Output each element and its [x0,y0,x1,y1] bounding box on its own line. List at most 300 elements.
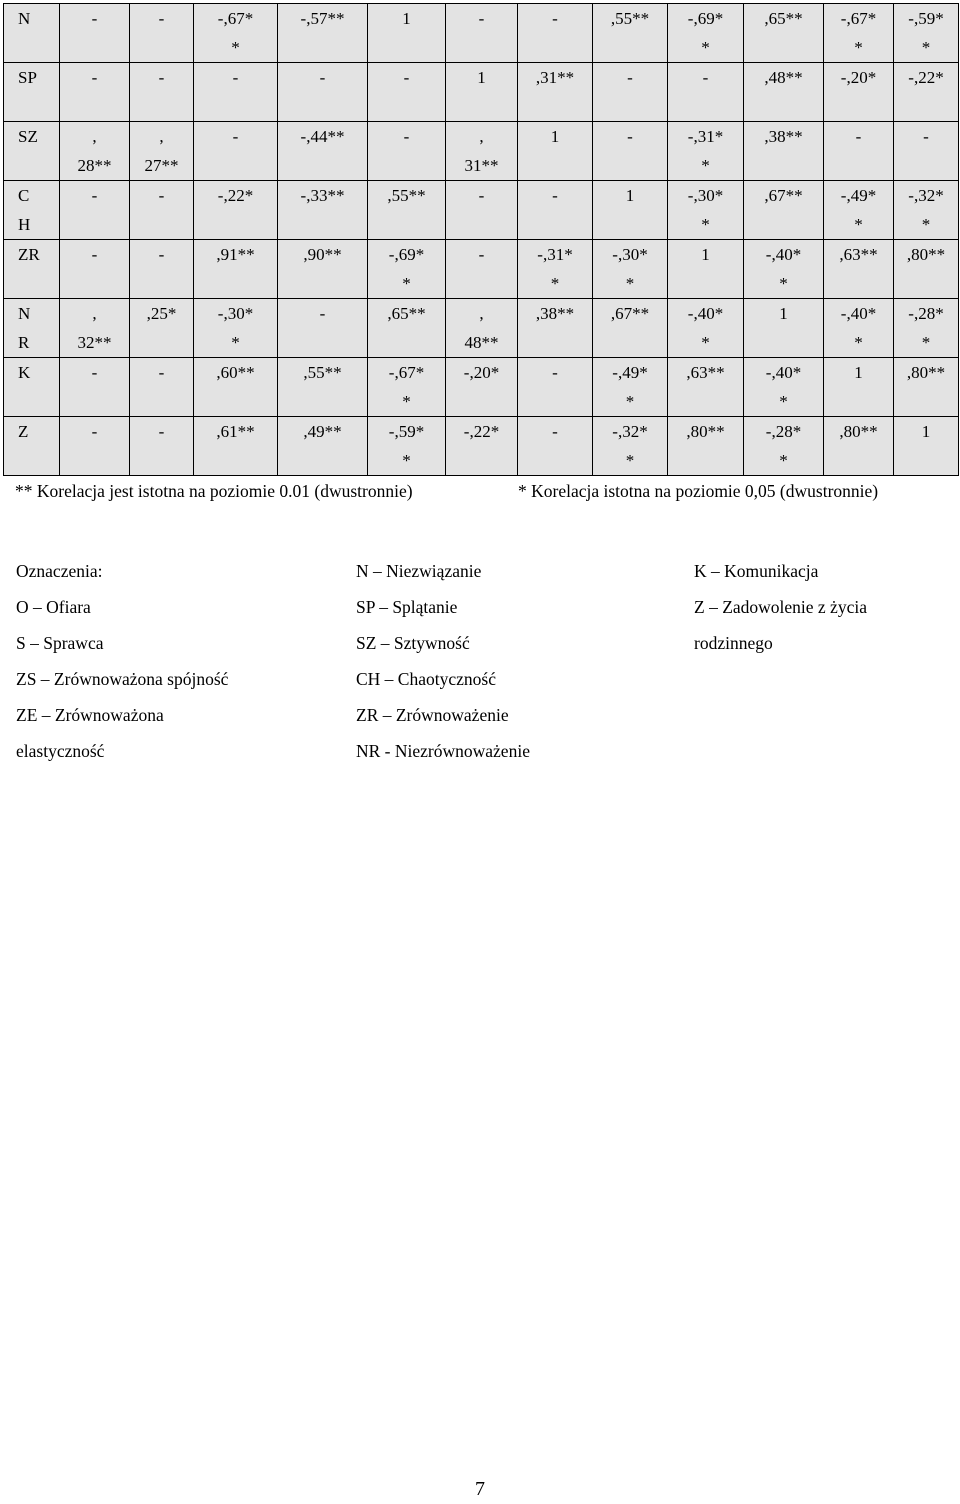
table-cell [518,358,593,417]
cell-line: - [158,422,165,441]
table-cell [518,417,593,476]
cell-line: - [91,68,98,87]
table-cell [130,122,194,181]
table-cell [824,4,894,63]
table-cell [130,358,194,417]
cell-line [130,446,193,475]
cell-line [668,269,743,298]
table-cell [894,417,959,476]
legend-item: SZ – Sztywność [356,633,470,653]
cell-line [194,387,277,416]
cell-line: * [854,215,863,234]
row-header-line: N [18,304,31,323]
table-row [4,122,959,181]
cell-line: -,40* [687,304,724,323]
cell-line [744,151,823,180]
cell-line [368,328,445,357]
cell-line: * [625,392,635,411]
table-cell [368,299,446,358]
cell-line: - [158,186,165,205]
cell-line [194,210,277,239]
cell-line [668,387,743,416]
table-cell [278,181,368,240]
legend-item: SP – Splątanie [356,597,458,617]
table-cell [668,358,744,417]
table-cell [744,181,824,240]
cell-line: -,69* [388,245,425,264]
cell-line: -,40* [765,245,802,264]
legend-item: ZR – Zrównoważenie [356,705,509,725]
cell-line: - [91,363,98,382]
cell-line [130,328,193,357]
cell-line [824,387,893,416]
cell-line: 32** [77,333,112,352]
table-cell [668,240,744,299]
cell-line [368,151,445,180]
table-cell [668,4,744,63]
table-cell [894,299,959,358]
cell-line: ,25* [146,304,177,323]
cell-line: -,59* [388,422,425,441]
table-cell [894,240,959,299]
table-cell [446,358,518,417]
legend-item: NR - Niezrównoważenie [356,741,530,761]
cell-line: ,90** [303,245,342,264]
cell-line: - [91,9,98,28]
cell-line: ,63** [839,245,878,264]
row-header-line: Z [18,422,29,441]
cell-line [744,328,823,357]
table-row [4,63,959,122]
cell-line: * [854,38,863,57]
cell-line [446,92,517,121]
table-cell [824,122,894,181]
cell-line: -,44** [300,127,345,146]
table-cell [744,240,824,299]
cell-line: -,33** [300,186,345,205]
cell-line: - [232,127,239,146]
table-cell [593,299,668,358]
row-header [4,299,60,358]
cell-line: - [158,245,165,264]
row-header [4,181,60,240]
table-cell [194,299,278,358]
cell-line: ,80** [839,422,878,441]
cell-line: * [921,38,931,57]
legend-column-1 [16,553,228,769]
cell-line: - [923,127,929,146]
cell-line: 1 [921,422,931,441]
cell-line [894,92,958,121]
cell-line: -,69* [687,9,724,28]
cell-line: - [627,68,633,87]
legend-item: N – Niezwiązanie [356,561,482,581]
cell-line [278,269,367,298]
cell-line [894,446,958,475]
table-cell [593,417,668,476]
cell-line [130,387,193,416]
legend-column-3 [694,553,867,661]
table-cell [60,122,130,181]
cell-line: ,38** [535,304,575,323]
table-cell [194,4,278,63]
cell-line [60,210,129,239]
cell-line [60,33,129,62]
table-cell [593,122,668,181]
table-cell [278,240,368,299]
cell-line: ,61** [216,422,255,441]
table-cell [194,240,278,299]
table-cell [668,299,744,358]
legend-item: CH – Chaotyczność [356,669,496,689]
table-cell [824,417,894,476]
table-cell [278,358,368,417]
cell-line: -,20* [463,363,500,382]
table-cell [446,181,518,240]
row-header-line: N [18,9,31,28]
table-row [4,181,959,240]
row-header [4,240,60,299]
cell-line [60,446,129,475]
cell-line: - [552,9,558,28]
cell-line [593,92,667,121]
table-cell [194,181,278,240]
cell-line: - [478,9,485,28]
cell-line: 27** [144,156,179,175]
cell-line [278,151,367,180]
cell-line: ,80** [686,422,725,441]
cell-line: - [158,9,165,28]
table-cell [894,4,959,63]
cell-line: - [702,68,709,87]
legend-item: S – Sprawca [16,633,104,653]
cell-line: * [231,333,240,352]
table-cell [518,4,593,63]
cell-line: , [159,127,164,146]
row-header [4,122,60,181]
cell-line: -,22* [908,68,944,87]
cell-line: -,67* [388,363,425,382]
cell-line: * [779,451,788,470]
table-cell [744,63,824,122]
row-header [4,417,60,476]
table-cell [60,240,130,299]
table-cell [130,299,194,358]
cell-line [593,210,667,239]
cell-line [368,210,445,239]
cell-line [518,151,592,180]
legend-item: ZE – Zrównoważona [16,705,164,725]
table-cell [668,417,744,476]
row-header-line: ZR [18,245,40,264]
table-cell [518,299,593,358]
cell-line: 28** [77,156,112,175]
cell-line: * [921,333,931,352]
table-cell [446,417,518,476]
cell-line: * [921,215,931,234]
legend-column-2 [356,553,530,769]
cell-line: 1 [779,304,788,323]
cell-line: * [854,333,863,352]
row-header [4,4,60,63]
cell-line: ,65** [387,304,426,323]
cell-line: ,91** [216,245,255,264]
cell-line: -,31* [537,245,573,264]
table-cell [130,240,194,299]
cell-line [194,92,277,121]
table-cell [446,4,518,63]
cell-line [593,33,667,62]
cell-line: -,28* [908,304,944,323]
cell-line [518,92,592,121]
cell-line: -,40* [765,363,802,382]
table-row [4,4,959,63]
cell-line: ,31** [535,68,575,87]
cell-line [446,446,517,475]
table-cell [194,63,278,122]
cell-line: -,30* [612,245,648,264]
cell-line [60,387,129,416]
cell-line: ,80** [906,363,946,382]
legend-item: O – Ofiara [16,597,91,617]
cell-line [130,33,193,62]
cell-line [368,92,445,121]
cell-line: -,30* [217,304,254,323]
table-cell [518,63,593,122]
cell-line: -,31* [687,127,724,146]
table-cell [824,63,894,122]
cell-line [278,33,367,62]
cell-line: - [232,68,239,87]
cell-line [894,269,958,298]
cell-line: - [403,68,410,87]
cell-line: * [625,451,635,470]
cell-line [278,328,367,357]
cell-line: * [625,274,635,293]
cell-line: , [479,304,484,323]
table-cell [446,122,518,181]
cell-line: ,67** [764,186,803,205]
row-header [4,358,60,417]
cell-line [278,387,367,416]
cell-line: * [231,38,240,57]
cell-line: 1 [854,363,863,382]
table-cell [130,63,194,122]
cell-line: - [552,422,558,441]
cell-line: ,80** [906,245,946,264]
table-cell [518,240,593,299]
significance-note-001: ** Korelacja jest istotna na poziomie 0.01 (dwustronnie) [15,481,413,501]
cell-line [518,387,592,416]
table-cell [824,181,894,240]
cell-line [130,210,193,239]
cell-line [824,269,893,298]
table-row [4,417,959,476]
table-cell [60,299,130,358]
cell-line: -,40* [840,304,877,323]
cell-line [368,33,445,62]
cell-line: 48** [464,333,499,352]
cell-line: - [319,68,326,87]
table-cell [194,358,278,417]
table-cell [194,122,278,181]
cell-line: -,20* [840,68,877,87]
cell-line: - [552,363,558,382]
cell-line [446,33,517,62]
cell-line [593,151,667,180]
table-cell [593,358,668,417]
cell-line [194,269,277,298]
cell-line: - [91,245,98,264]
row-header-line: R [18,333,30,352]
cell-line: ,55** [303,363,342,382]
table-cell [368,4,446,63]
cell-line: -,57** [300,9,345,28]
cell-line: -,67* [217,9,254,28]
table-cell [368,417,446,476]
cell-line: -,67* [840,9,877,28]
table-cell [824,299,894,358]
table-cell [278,122,368,181]
table-cell [368,122,446,181]
row-header-line: SP [18,68,37,87]
cell-line: , [479,127,484,146]
table-cell [368,358,446,417]
cell-line: * [550,274,560,293]
table-cell [894,63,959,122]
table-cell [446,240,518,299]
page-number: 7 [475,1478,485,1500]
cell-line: - [158,68,165,87]
row-header [4,63,60,122]
cell-line [824,151,893,180]
cell-line [744,210,823,239]
table-cell [518,122,593,181]
row-header-line [18,33,59,62]
cell-line [894,151,958,180]
cell-line: ,55** [610,9,650,28]
cell-line [130,269,193,298]
table-cell [278,299,368,358]
cell-line: - [403,127,410,146]
table-cell [130,181,194,240]
cell-line: - [478,186,485,205]
row-header-line [18,92,59,121]
cell-line: 31** [464,156,499,175]
cell-line: - [627,127,633,146]
table-cell [130,417,194,476]
cell-line: -,30* [687,186,724,205]
cell-line: * [701,156,710,175]
cell-line: ,48** [764,68,803,87]
cell-line: ,55** [387,186,426,205]
cell-line [824,446,893,475]
table-cell [60,4,130,63]
table-cell [668,122,744,181]
table-cell [593,240,668,299]
table-cell [518,181,593,240]
cell-line: , [92,304,97,323]
table-cell [60,417,130,476]
cell-line [593,328,667,357]
table-cell [744,417,824,476]
cell-line: - [552,186,558,205]
cell-line [446,387,517,416]
cell-line: ,60** [216,363,255,382]
table-cell [894,122,959,181]
table-cell [368,63,446,122]
table-cell [368,181,446,240]
table-cell [60,358,130,417]
cell-line [60,269,129,298]
cell-line [130,92,193,121]
cell-line [194,446,277,475]
cell-line: - [319,304,326,323]
table-cell [278,417,368,476]
legend-item: Z – Zadowolenie z życia [694,597,867,617]
table-cell [668,63,744,122]
table-cell [194,417,278,476]
legend-item: ZS – Zrównoważona spójność [16,669,229,689]
cell-line: ,63** [686,363,725,382]
correlation-table [3,3,959,476]
table-cell [278,63,368,122]
cell-line [194,151,277,180]
table-cell [744,122,824,181]
cell-line: -,49* [612,363,648,382]
cell-line [446,210,517,239]
row-header-line [18,269,59,298]
cell-line: -,32* [908,186,944,205]
cell-line: * [701,38,710,57]
row-header-line: K [18,363,31,382]
table-cell [446,299,518,358]
table-cell [744,358,824,417]
row-header-line: C [18,186,30,205]
row-header-line [18,387,59,416]
cell-line [894,387,958,416]
cell-line: , [92,127,97,146]
table-cell [593,63,668,122]
cell-line [278,446,367,475]
legend-item: K – Komunikacja [694,561,819,581]
legend-item: elastyczność [16,741,105,761]
cell-line: - [91,186,98,205]
table-cell [894,358,959,417]
table-cell [593,4,668,63]
table-cell [60,63,130,122]
table-row [4,299,959,358]
table-cell [668,181,744,240]
cell-line: * [701,333,710,352]
cell-line [518,446,592,475]
cell-line: 1 [477,68,486,87]
table-cell [894,181,959,240]
cell-line [60,92,129,121]
legend-item: Oznaczenia: [16,561,103,581]
cell-line: ,38** [764,127,803,146]
cell-line: 1 [402,9,411,28]
cell-line: * [402,274,411,293]
cell-line [744,92,823,121]
cell-line [744,33,823,62]
cell-line [668,446,743,475]
cell-line: - [158,363,165,382]
significance-note-005: * Korelacja istotna na poziomie 0,05 (dwustronnie) [518,481,879,501]
row-header-line: H [18,215,31,234]
table-row [4,240,959,299]
cell-line: 1 [625,186,635,205]
